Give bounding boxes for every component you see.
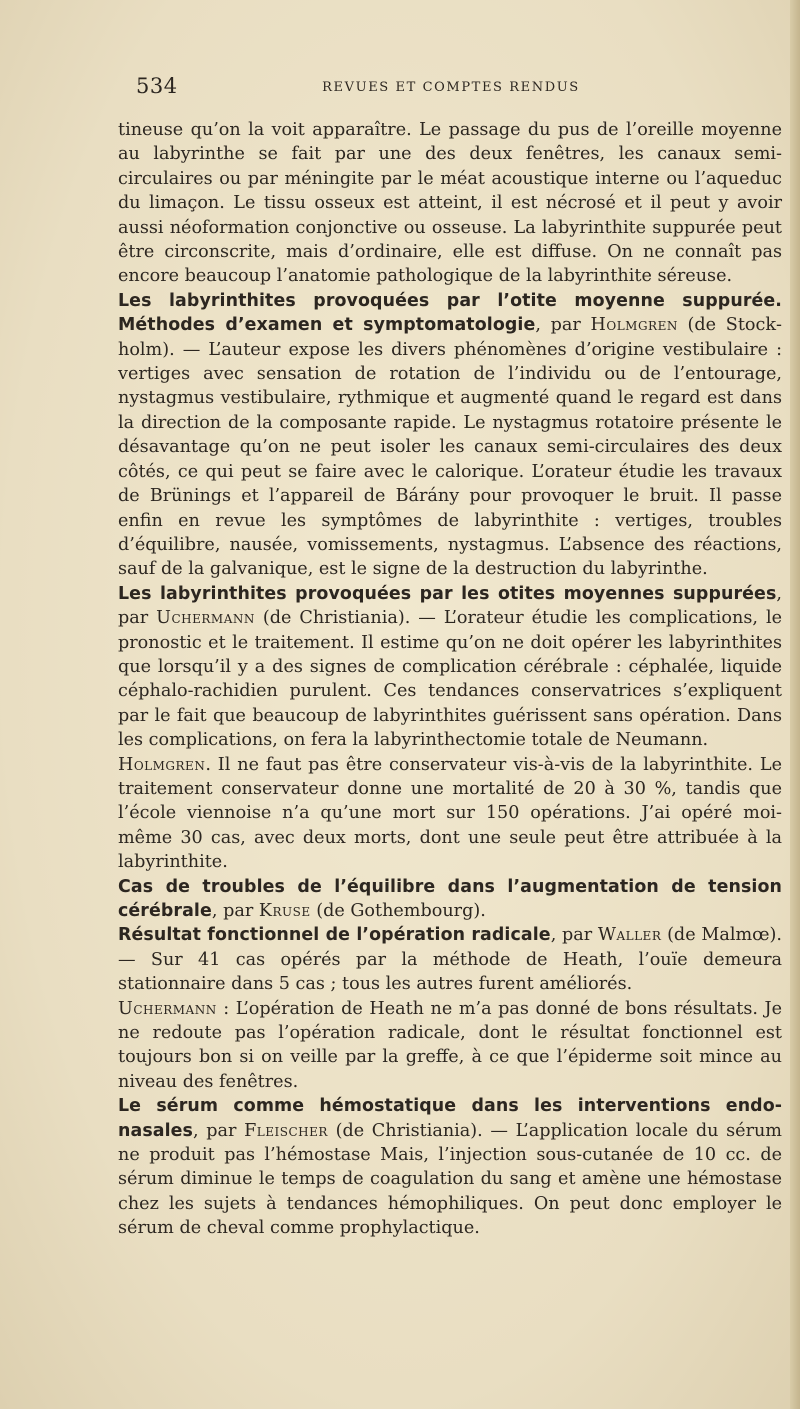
article-body [118,118,782,1241]
entry-author: Holmgren [590,315,678,336]
paragraph-continuation [118,118,782,289]
entry-by: , par [211,901,259,921]
reply-text: . Il ne faut pas être conservateur vis-à-vis de la labyrinthite. Le traitement conservateur donne une mortalité de 20 à 30 %, tandis que l’école viennoise n’a qu’une mort sur 150 opérations. J’ai opéré moi-même 30 cas, avec deux morts, dont une seule peut être attribuée à la labyrinthite. [118,754,782,873]
running-title: REVUES ET COMPTES RENDUS [322,80,580,95]
review-entry-holmgren [118,289,782,582]
entry-by: , par [193,1120,245,1141]
review-entry-kruse [118,875,782,924]
entry-text: (de Christiania). — L’application locale du sérum ne produit pas l’hémostase Mais, l’injection sous-cutanée de 10 cc. de sérum diminue le temps de coagulation du sang et amène une hémostase chez les sujets à tendances hémophiliques. On peut donc employer le sérum de cheval comme prophylactique. [118,1120,782,1239]
entry-heading: Cas de troubles de l’équilibre dans l’augmentation de tension cérébrale [118,876,782,921]
entry-heading: Résultat fonctionnel de l’opération radicale [118,925,551,946]
entry-text: (de Christiania). — L’orateur étudie les complications, le pronostic et le traitement. Il estime qu’on ne doit opérer les labyrinthites que lorsqu’il y a des signes de complication cérébrale : céphalée, liquide céphalo-rachidien purulent. Ces tendances conservatrices s’expliquent par le fait que beaucoup de labyrinthites guérissent sans opération. Dans les complications, on fera la labyrinthectomie totale de Neumann. [118,608,782,751]
review-entry-waller [118,923,782,996]
review-entry-uchermann [118,582,782,753]
reply-author: Uchermann [118,998,217,1019]
entry-heading: Les labyrinthites provoquées par l’otite moyenne suppurée. Méthodes d’examen et symptomatologie [118,290,782,336]
entry-text: (de Gothembourg). [310,901,486,921]
entry-by: , par [535,315,591,336]
entry-text: (de Malmœ). — Sur 41 cas opérés par la méthode de Heath, l’ouïe demeura stationnaire dans 5 cas ; tous les autres furent améliorés. [118,925,782,995]
page-edge-shadow [790,0,800,1409]
review-entry-fleischer [118,1094,782,1240]
entry-author: Fleischer [244,1120,328,1141]
page-header [118,74,784,102]
discussion-holmgren [118,753,782,875]
entry-author: Waller [597,925,662,946]
entry-author: Kruse [258,901,311,921]
reply-author: Holmgren [118,754,206,775]
discussion-uchermann [118,997,782,1095]
entry-heading: Le sérum comme hémostatique dans les interventions endonasales [118,1096,782,1141]
reply-text: : L’opération de Heath ne m’a pas donné de bons résultats. Je ne redoute pas l’opération radicale, dont le résultat fonctionnel est toujours bon si on veille par la greffe, à ce que l’épiderme soit mince au niveau des fenêtres. [118,998,782,1092]
entry-text: (de Stockholm). — L’auteur expose les divers phénomènes d’origine vestibulaire : vertiges avec sensation de rotation de l’individu ou de l’entourage, nystagmus vestibulaire, rythmique et augmenté quand le regard est dans la direction de la composante rapide. Le nystagmus rotatoire présente le désavantage qu’on ne peut isoler les canaux semi-circulaires des deux côtés, ce qui peut se faire avec le calorique. L’orateur étudie les travaux de Brünings et l’appareil de Bárány pour provoquer le bruit. Il passe enfin en revue les symptômes de labyrinthite : vertiges, troubles d’équilibre, nausée, vomissements, nystagmus. L’absence des réactions, sauf de la galvanique, est le signe de la destruction du labyrinthe. [118,315,782,580]
paragraph-text: tineuse qu’on la voit apparaître. Le passage du pus de l’oreille moyenne au labyrinthe se fait par une des deux fenêtres, les canaux semi-circulaires ou par méningite par le méat acoustique interne ou l’aqueduc du limaçon. Le tissu osseux est atteint, il est nécrosé et il peut y avoir aussi néoformation conjonctive ou osseuse. La labyrinthite suppurée peut être circonscrite, mais d’ordinaire, elle est diffuse. On ne connaît pas encore beaucoup l’anatomie pathologique de la labyrinthite séreuse. [118,120,782,287]
entry-author: Uchermann [156,608,255,629]
page-number: 534 [136,74,178,98]
entry-heading: Les labyrinthites provoquées par les otites moyennes suppurées [118,583,777,604]
entry-by: , par [550,925,598,946]
entry-by: , par [118,583,782,629]
